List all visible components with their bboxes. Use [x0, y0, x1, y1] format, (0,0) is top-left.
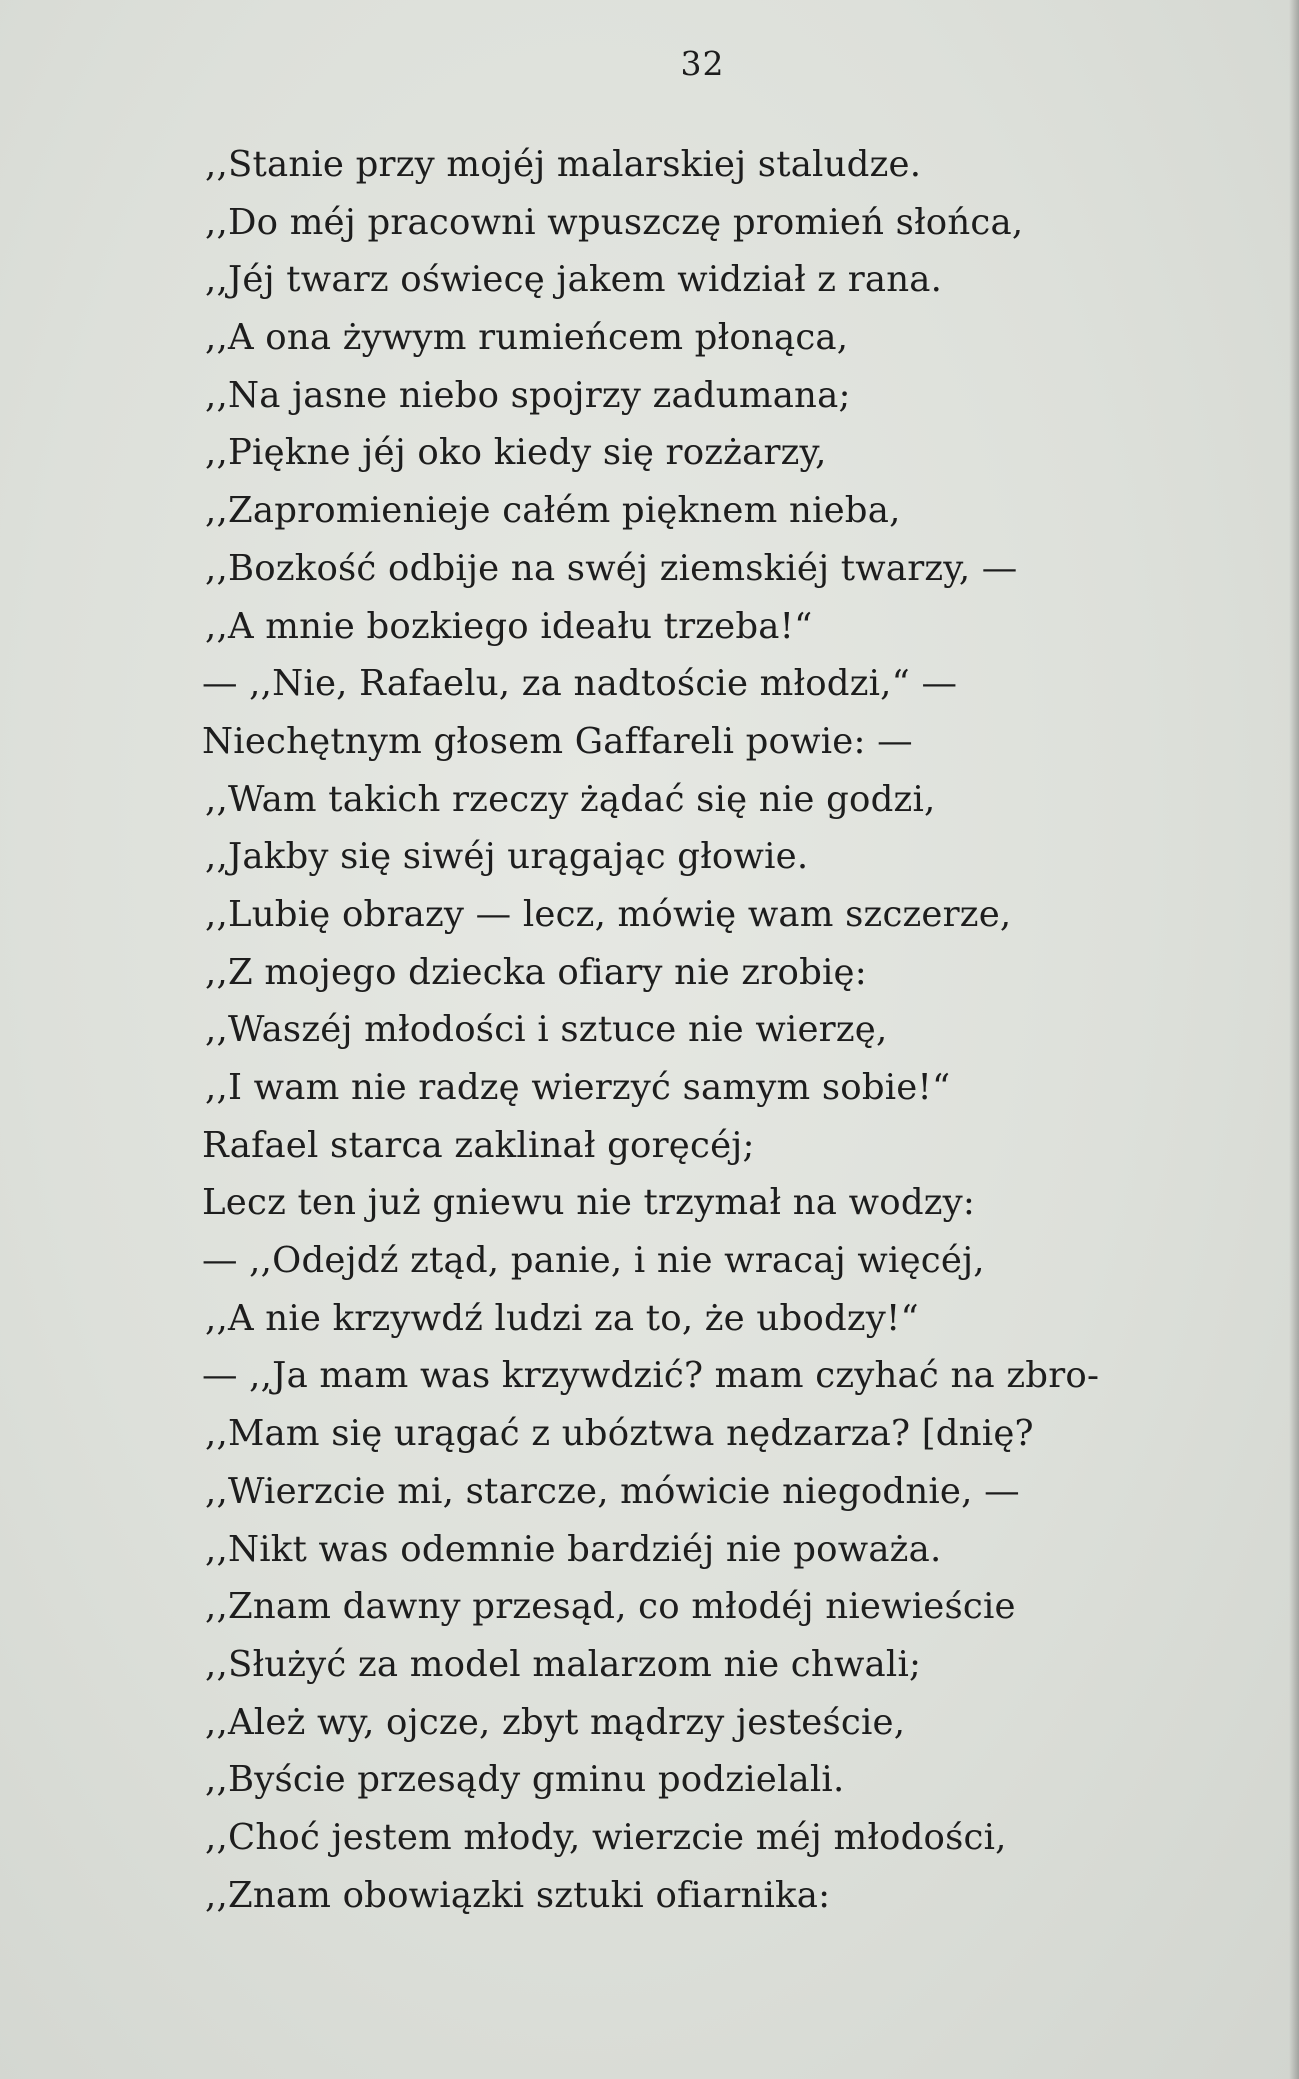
page-number: 32	[680, 44, 725, 83]
verse-line: ,,Jakby się siwéj urągając głowie.	[205, 836, 809, 878]
verse-line: ,,Choć jestem młody, wierzcie méj młodości,	[205, 1816, 1007, 1858]
verse-line: ,,A mnie bozkiego ideału trzeba!“	[205, 605, 813, 647]
verse-line: — ,,Odejdź ztąd, panie, i nie wracaj więcéj,	[202, 1240, 985, 1282]
verse-line: ,,Na jasne niebo spojrzy zadumana;	[205, 374, 851, 416]
verse-line: ,,Byście przesądy gminu podzielali.	[205, 1759, 845, 1801]
verse-line: ,,Wam takich rzeczy żądać się nie godzi,	[205, 778, 936, 820]
verse-line: ,,A ona żywym rumieńcem płonąca,	[205, 317, 849, 359]
verse-line: ,,Waszéj młodości i sztuce nie wierzę,	[205, 1009, 888, 1051]
verse-line: ,,I wam nie radzę wierzyć samym sobie!“	[205, 1067, 951, 1108]
verse-line: Niechętnym głosem Gaffareli powie: —	[202, 720, 913, 762]
verse-line: Rafael starca zaklinał goręcéj;	[202, 1124, 755, 1166]
verse-line: ,,A nie krzywdź ludzi za to, że ubodzy!“	[205, 1297, 919, 1339]
poem-text	[202, 136, 1100, 1924]
verse-line: ,,Stanie przy mojéj malarskiej staludze.	[205, 144, 922, 185]
verse-line: — ,,Ja mam was krzywdzić? mam czyhać na zbro-	[202, 1355, 1100, 1397]
verse-line: ,,Z mojego dziecka ofiary nie zrobię:	[205, 951, 867, 993]
page-edge-shadow	[1289, 0, 1299, 2079]
verse-line: ,,Mam się urągać z ubóztwa nędzarza? [dnię?	[205, 1413, 1034, 1455]
verse-line: ,,Ależ wy, ojcze, zbyt mądrzy jesteście,	[205, 1701, 906, 1743]
verse-line: ,,Znam obowiązki sztuki ofiarnika:	[205, 1874, 831, 1916]
verse-line: ,,Lubię obrazy — lecz, mówię wam szczerze,	[205, 893, 1012, 935]
verse-line: ,,Piękne jéj oko kiedy się rozżarzy,	[205, 432, 827, 474]
verse-line: ,,Wierzcie mi, starcze, mówicie niegodnie, —	[205, 1470, 1020, 1512]
verse-line: ,,Zapromienieje całém pięknem nieba,	[205, 490, 901, 532]
verse-line: ,,Bozkość odbije na swéj ziemskiéj twarzy, —	[205, 547, 1018, 589]
verse-line: ,,Jéj twarz oświecę jakem widział z rana.	[205, 259, 943, 301]
verse-line: ,,Służyć za model malarzom nie chwali;	[205, 1643, 922, 1685]
verse-line: ,,Do méj pracowni wpuszczę promień słońca,	[205, 201, 1024, 243]
verse-line: ,,Nikt was odemnie bardziéj nie poważa.	[205, 1528, 942, 1570]
verse-line: Lecz ten już gniewu nie trzymał na wodzy:	[202, 1182, 976, 1224]
verse-line: ,,Znam dawny przesąd, co młodéj niewieście	[205, 1586, 1016, 1628]
verse-line: — ,,Nie, Rafaelu, za nadtoście młodzi,“ —	[202, 663, 958, 705]
